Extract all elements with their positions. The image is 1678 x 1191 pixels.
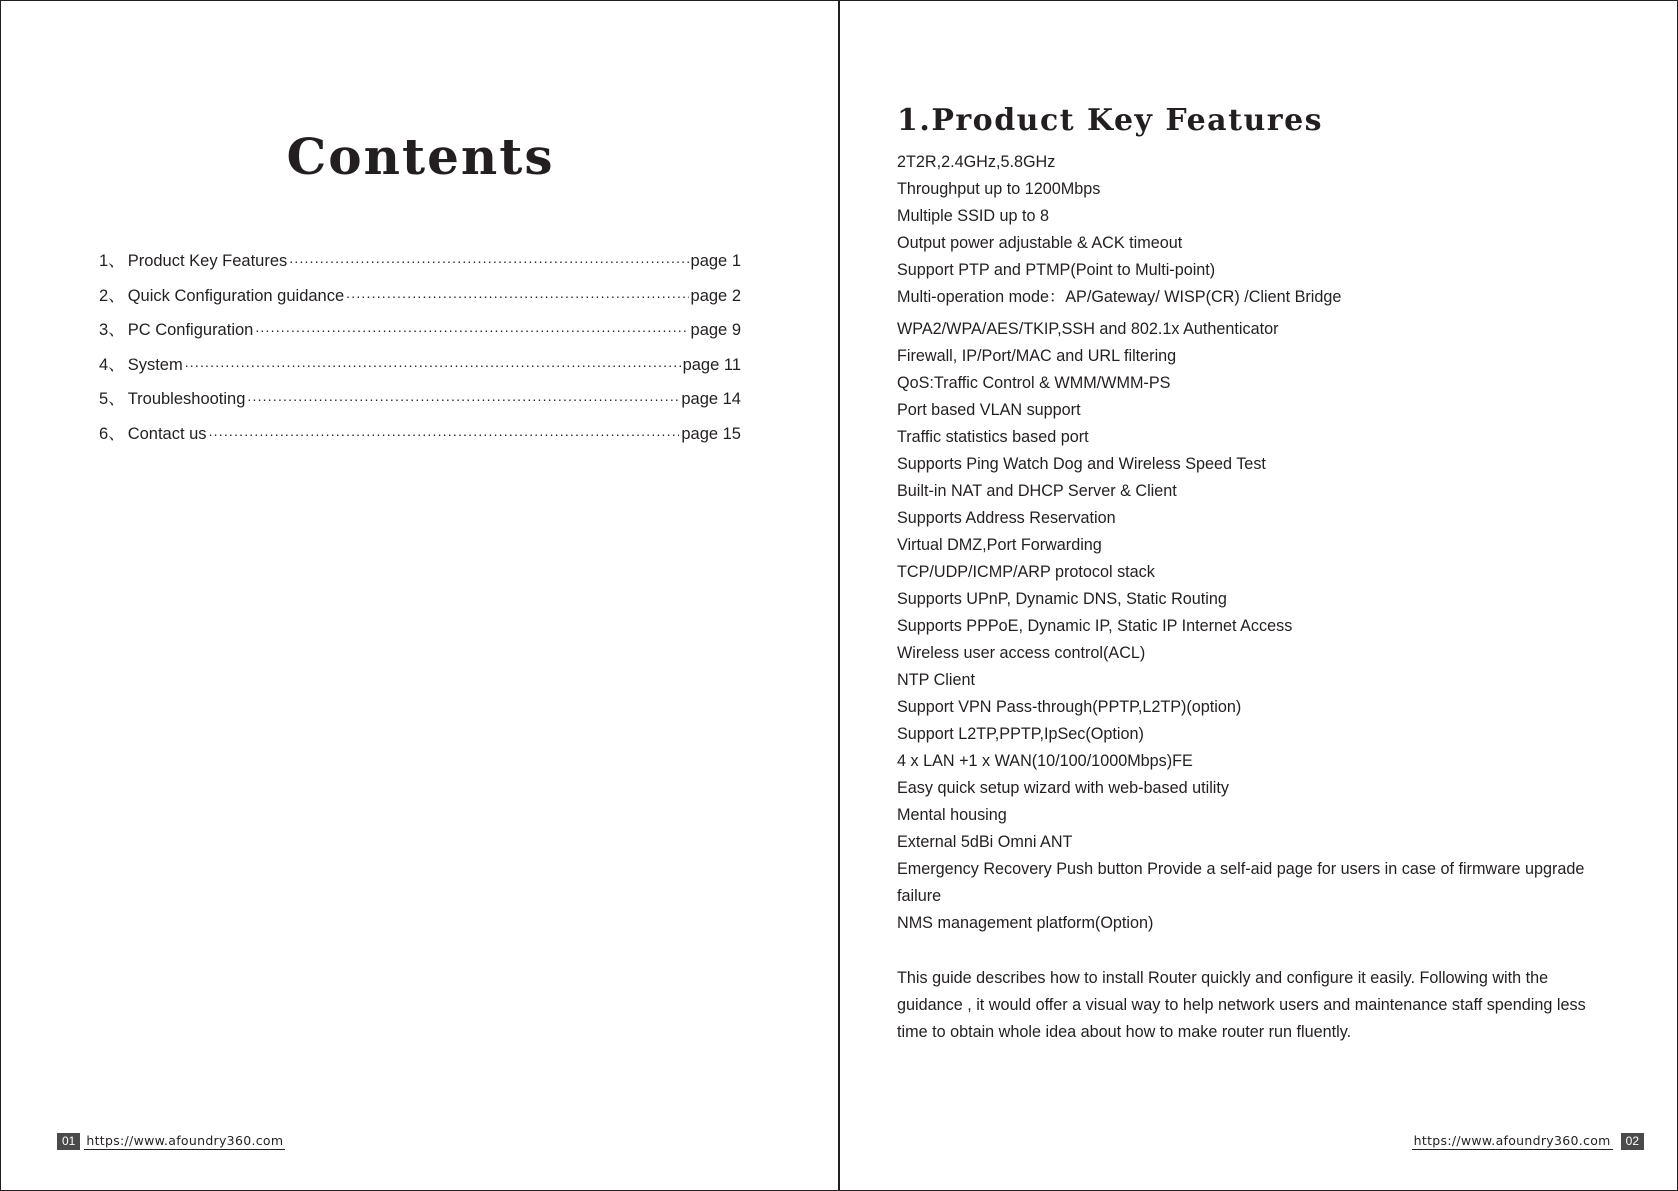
feature-item: Multi-operation mode：AP/Gateway/ WISP(CR) /Client Bridge [897, 288, 1342, 306]
section-title: 1.Product Key Features [897, 103, 1324, 138]
feature-item: Supports PPPoE, Dynamic IP, Static IP Internet Access [897, 617, 1293, 635]
feature-item: Supports UPnP, Dynamic DNS, Static Routing [897, 590, 1227, 608]
guide-description: This guide describes how to install Router quickly and configure it easily. Following with the guidance , it would offer a visual way to help network users and maintenance staff spending less time to obtain whole idea about how to make router run fluently. [897, 969, 1586, 1041]
toc-item-quick-configuration[interactable] [99, 282, 741, 317]
toc-item-label: System [127, 355, 183, 374]
feature-item: 2T2R,2.4GHz,5.8GHz [897, 153, 1056, 171]
feature-item: Supports Ping Watch Dog and Wireless Speed Test [897, 455, 1266, 473]
toc-item-page: page 9 [690, 321, 741, 340]
feature-item: Virtual DMZ,Port Forwarding [897, 536, 1102, 554]
toc-item-page: page 11 [682, 355, 741, 374]
toc-item-page: page 1 [690, 252, 741, 270]
feature-item: TCP/UDP/ICMP/ARP protocol stack [897, 563, 1155, 581]
feature-item: Firewall, IP/Port/MAC and URL filtering [897, 347, 1177, 365]
feature-item: 4 x LAN +1 x WAN(10/100/1000Mbps)FE [897, 752, 1193, 770]
feature-item: Mental housing [897, 806, 1007, 824]
toc-item-system[interactable] [99, 351, 741, 386]
toc-dot-leader [185, 351, 681, 370]
features-page [838, 0, 1678, 1191]
website-link[interactable]: https://www.afoundry360.com [1413, 1133, 1611, 1148]
toc-dot-leader [255, 316, 688, 335]
page-footer [1412, 1132, 1644, 1151]
website-link[interactable]: https://www.afoundry360.com [86, 1133, 284, 1148]
feature-item: NTP Client [897, 671, 975, 689]
toc-item-number: 4 [99, 355, 109, 374]
toc-dot-leader [289, 247, 688, 266]
feature-item: Support VPN Pass-through(PPTP,L2TP)(option) [897, 698, 1242, 716]
toc-item-troubleshooting[interactable] [99, 385, 741, 420]
feature-item: Traffic statistics based port [897, 428, 1089, 446]
toc-item-separator: 、 [108, 321, 125, 340]
page-number-badge: 01 [57, 1133, 80, 1150]
toc-item-label: PC Configuration [127, 321, 254, 340]
feature-list [897, 149, 1617, 937]
toc-item-pc-configuration[interactable] [99, 316, 741, 351]
toc-item-number: 6 [99, 424, 109, 443]
feature-item: Throughput up to 1200Mbps [897, 180, 1101, 198]
toc-item-separator: 、 [108, 390, 125, 409]
toc-item-separator: 、 [108, 355, 125, 374]
feature-item: Wireless user access control(ACL) [897, 644, 1146, 662]
feature-item: Support L2TP,PPTP,IpSec(Option) [897, 725, 1144, 743]
feature-item: Multiple SSID up to 8 [897, 207, 1050, 225]
toc-item-page: page 2 [690, 286, 741, 305]
table-of-contents [99, 247, 741, 455]
feature-item: External 5dBi Omni ANT [897, 833, 1073, 851]
toc-item-page: page 15 [681, 424, 741, 443]
toc-item-label: Troubleshooting [127, 390, 246, 409]
toc-item-separator: 、 [108, 286, 125, 305]
contents-title: Contents [286, 127, 555, 186]
page-footer [57, 1132, 285, 1151]
toc-dot-leader [209, 420, 680, 439]
feature-item: NMS management platform(Option) [897, 914, 1154, 932]
feature-item: Supports Address Reservation [897, 509, 1116, 527]
feature-item: QoS:Traffic Control & WMM/WMM-PS [897, 374, 1171, 392]
feature-item: Port based VLAN support [897, 401, 1081, 419]
feature-item: Built-in NAT and DHCP Server & Client [897, 482, 1177, 500]
feature-item: Emergency Recovery Push button Provide a self-aid page for users in case of firmware upgrade failure [897, 860, 1585, 905]
toc-item-label: Contact us [127, 424, 207, 443]
toc-item-separator: 、 [108, 252, 125, 270]
feature-item: Support PTP and PTMP(Point to Multi-point) [897, 261, 1216, 279]
toc-item-product-key-features[interactable] [99, 247, 741, 282]
toc-item-page: page 14 [681, 390, 741, 409]
feature-item: Output power adjustable & ACK timeout [897, 234, 1183, 252]
toc-item-number: 2 [99, 286, 109, 305]
feature-item: WPA2/WPA/AES/TKIP,SSH and 802.1x Authenticator [897, 320, 1279, 338]
page-number-badge: 02 [1621, 1133, 1644, 1150]
feature-item: Easy quick setup wizard with web-based utility [897, 779, 1229, 797]
toc-dot-leader [247, 385, 679, 404]
toc-item-contact-us[interactable] [99, 420, 741, 455]
toc-dot-leader [346, 282, 688, 301]
toc-item-label: Quick Configuration guidance [127, 286, 345, 305]
toc-item-number: 3 [99, 321, 109, 340]
toc-item-separator: 、 [108, 424, 125, 443]
toc-item-label: Product Key Features [127, 252, 288, 270]
toc-item-number: 1 [99, 252, 109, 270]
toc-item-number: 5 [99, 390, 109, 409]
